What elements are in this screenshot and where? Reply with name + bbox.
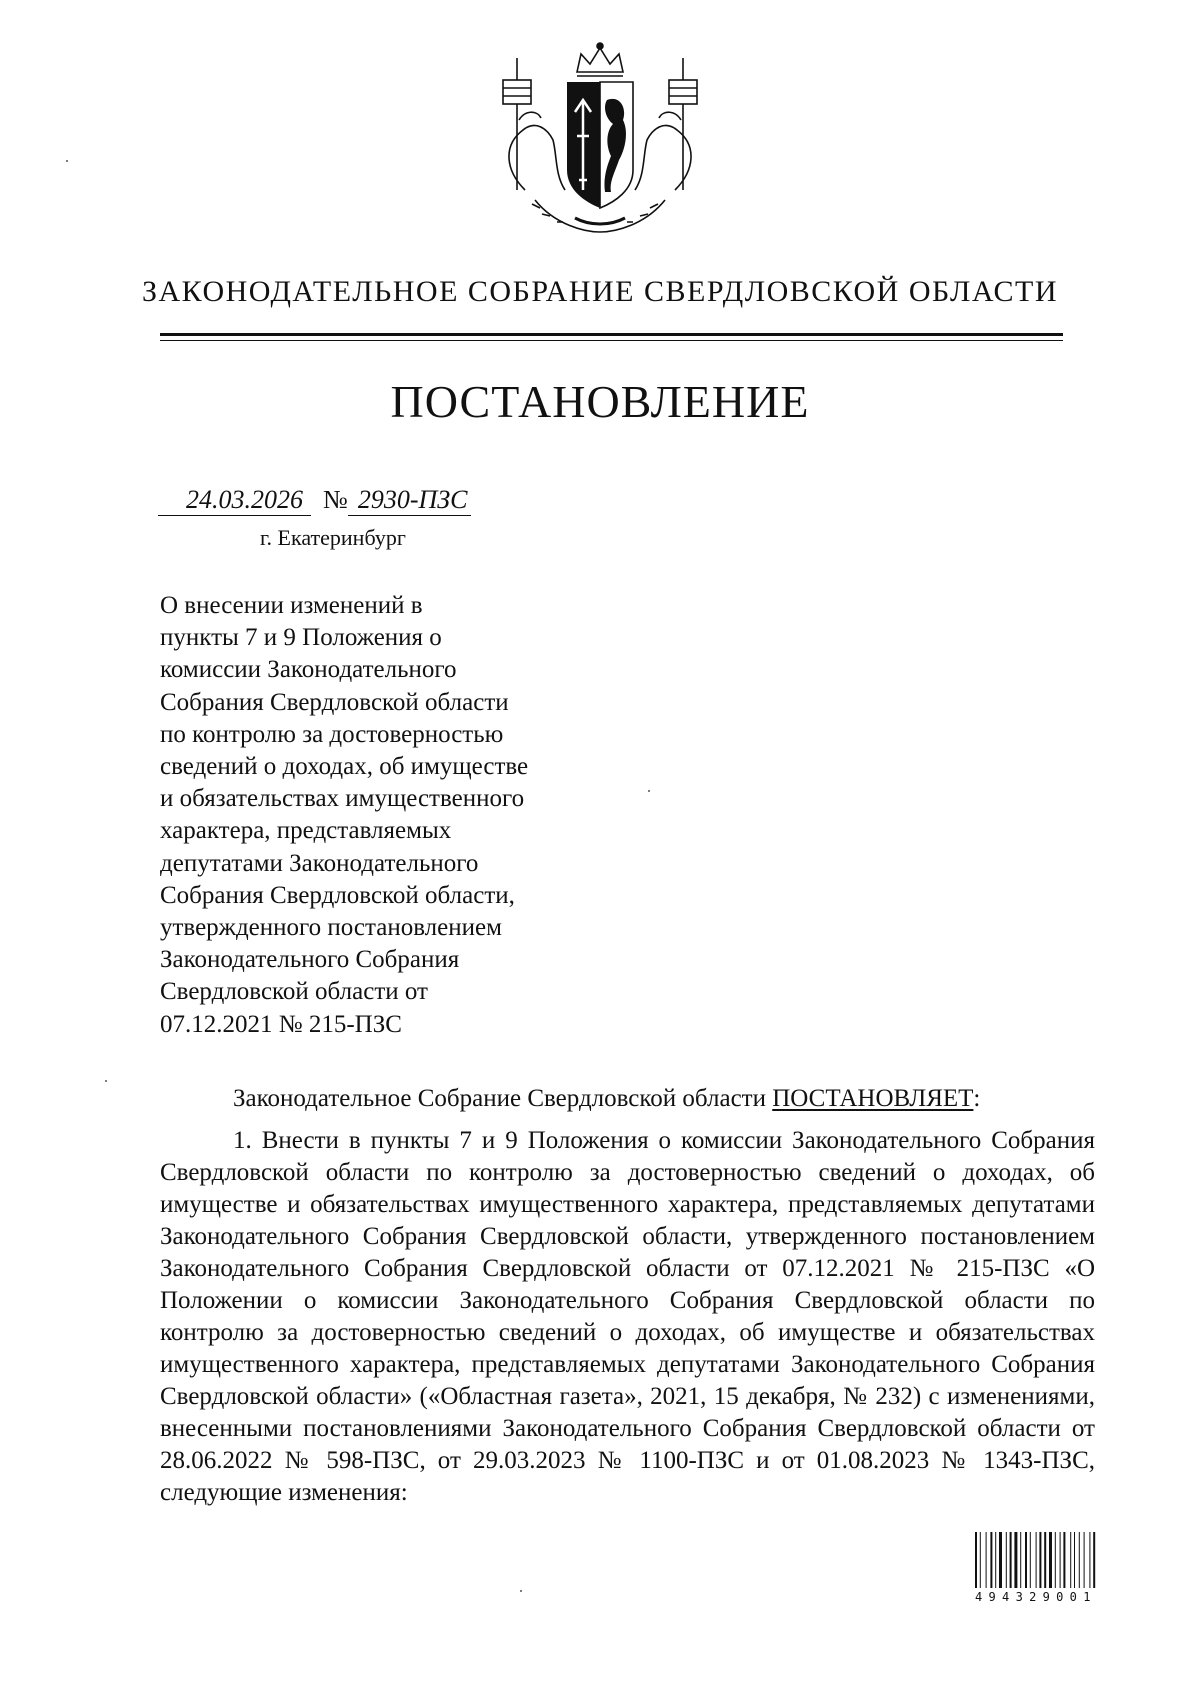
scan-speck: [105, 1080, 107, 1082]
city-name: г. Екатеринбург: [260, 525, 406, 550]
subject-line: О внесении изменений в: [160, 592, 423, 619]
document-date: 24.03.2026: [158, 485, 311, 516]
barcode-bar: [1063, 1532, 1065, 1588]
barcode-bar: [1070, 1532, 1071, 1588]
barcode: [975, 1532, 1123, 1588]
scan-speck: [66, 160, 68, 162]
barcode-bar: [1014, 1532, 1017, 1588]
barcode-bar: [1049, 1532, 1052, 1588]
subject-line: 07.12.2021 № 215-ПЗС: [160, 1010, 402, 1038]
subject-line: по контролю за достоверностью: [160, 720, 504, 748]
subject-line: характера, представляемых: [160, 817, 452, 845]
barcode-bar: [1084, 1532, 1085, 1588]
decree-body: [160, 1083, 1095, 1509]
scan-speck: [520, 1590, 522, 1592]
barcode-number: 494329001: [975, 1590, 1097, 1604]
barcode-bar: [995, 1532, 996, 1588]
barcode-bar: [1020, 1532, 1021, 1588]
barcode-bar: [1030, 1532, 1031, 1588]
scan-speck: [648, 790, 650, 792]
subject-line: комиссии Законодательного: [160, 656, 457, 684]
barcode-bar: [1036, 1532, 1037, 1588]
barcode-bar: [1010, 1532, 1012, 1588]
barcode-bar: [1074, 1532, 1075, 1588]
barcode-bar: [986, 1532, 987, 1588]
intro-suffix: :: [973, 1085, 981, 1112]
intro-prefix: Законодательное Собрание Свердловской области: [233, 1085, 773, 1112]
barcode-bar: [1039, 1532, 1041, 1588]
subject-line: пункты 7 и 9 Положения о: [160, 624, 442, 652]
subject-line: депутатами Законодательного: [160, 849, 479, 877]
barcode-bar: [1079, 1532, 1080, 1588]
header-divider-thick: [160, 333, 1063, 336]
subject-line: сведений о доходах, об имуществе: [160, 753, 529, 781]
barcode-bar: [1055, 1532, 1056, 1588]
subject-line: Законодательного Собрания: [160, 946, 460, 974]
document-number: 2930-ПЗС: [348, 485, 472, 516]
barcode-bar: [1093, 1532, 1095, 1588]
barcode-bar: [1044, 1532, 1046, 1588]
date-number-line: [158, 485, 471, 516]
barcode-bar: [1060, 1532, 1061, 1588]
subject-line: утвержденного постановлением: [160, 914, 502, 942]
barcode-bar: [999, 1532, 1002, 1588]
number-sign: №: [323, 485, 348, 514]
barcode-bar: [1006, 1532, 1007, 1588]
subject-line: Свердловской области от: [160, 978, 428, 1006]
header-divider-thin: [160, 340, 1063, 341]
coat-of-arms-emblem: [495, 40, 705, 240]
decree-intro: [160, 1083, 1095, 1115]
barcode-bar: [990, 1532, 992, 1588]
intro-keyword: ПОСТАНОВЛЯЕТ: [772, 1085, 974, 1112]
barcode-bar: [1025, 1532, 1027, 1588]
barcode-bar: [975, 1532, 977, 1588]
document-type-title: ПОСТАНОВЛЕНИЕ: [390, 376, 810, 427]
document-subject: [160, 590, 600, 1041]
decree-point-1: 1. Внести в пункты 7 и 9 Положения о комиссии Законодательного Собрания Свердловской области по контролю за достоверностью сведений о доходах, об имуществе и обязательствах имущественного характера, представляемых депутатами Законодательного Собрания Свердловской области, утвержденного постановлением Законодательного Собрания Свердловской области от 07.12.2021 № 215-ПЗС «О Положении о комиссии Законодательного Собрания Свердловской области по контролю за достоверностью сведений о доходах, об имуществе и обязательствах имущественного характера, представляемых депутатами Законодательного Собрания Свердловской области» («Областная газета», 2021, 15 декабря, № 232) с изменениями, внесенными постановлениями Законодательного Собрания Свердловской области от 28.06.2022 № 598-ПЗС, от 29.03.2023 № 1100-ПЗС и от 01.08.2023 № 1343-ПЗС, следующие изменения:: [160, 1127, 1095, 1506]
barcode-bar: [980, 1532, 981, 1588]
subject-line: и обязательствах имущественного: [160, 785, 525, 813]
subject-line: Собрания Свердловской области: [160, 688, 509, 716]
organization-name: ЗАКОНОДАТЕЛЬНОЕ СОБРАНИЕ СВЕРДЛОВСКОЙ ОБЛАСТИ: [141, 275, 1059, 308]
barcode-bar: [1089, 1532, 1090, 1588]
subject-line: Собрания Свердловской области,: [160, 881, 515, 909]
